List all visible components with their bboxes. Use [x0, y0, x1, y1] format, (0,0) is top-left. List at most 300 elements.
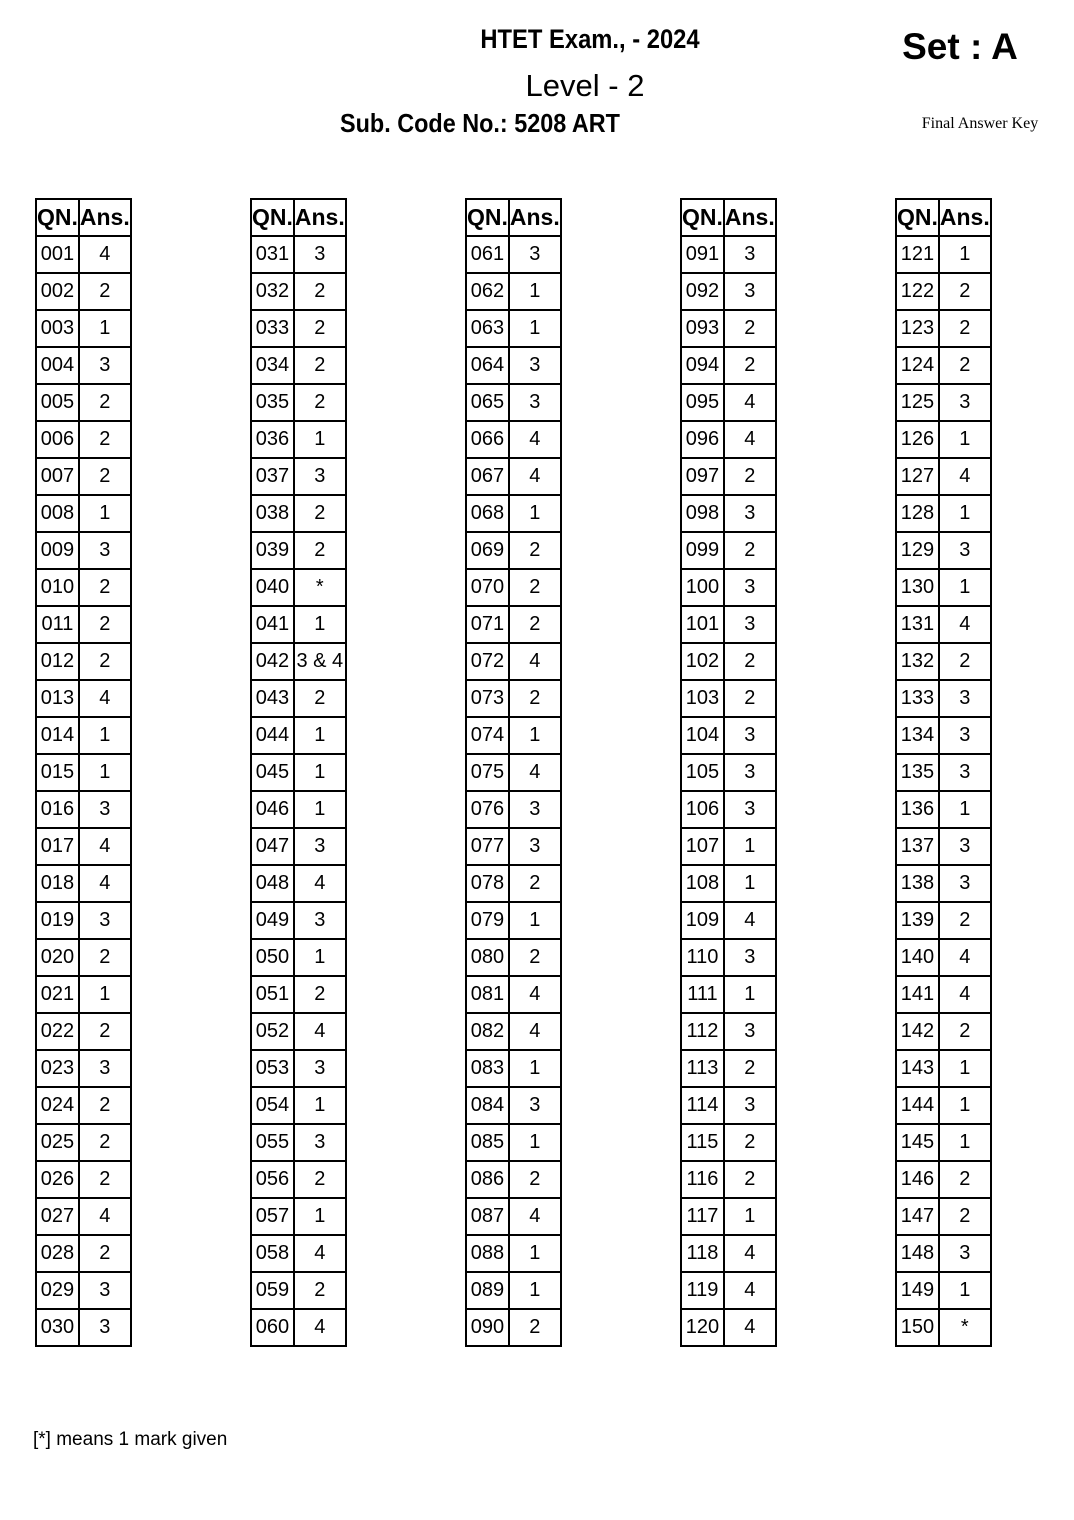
table-row: [251, 1272, 346, 1309]
question-number: 065: [466, 384, 509, 421]
question-number: 053: [251, 1050, 294, 1087]
answer-value: 4: [509, 458, 561, 495]
question-number: 045: [251, 754, 294, 791]
table-row: [896, 236, 991, 273]
answer-value: 2: [79, 1235, 131, 1272]
question-number: 124: [896, 347, 939, 384]
question-number: 039: [251, 532, 294, 569]
table-row: [681, 236, 776, 273]
answer-value: 3: [294, 1050, 346, 1087]
question-number: 081: [466, 976, 509, 1013]
question-number: 141: [896, 976, 939, 1013]
table-row: [466, 643, 561, 680]
question-number: 108: [681, 865, 724, 902]
question-number: 076: [466, 791, 509, 828]
answer-value: 1: [294, 791, 346, 828]
table-row: [36, 902, 131, 939]
answer-value: 3: [939, 754, 991, 791]
table-row: [251, 1198, 346, 1235]
answer-value: 4: [939, 606, 991, 643]
table-row: [681, 532, 776, 569]
question-number: 091: [681, 236, 724, 273]
answer-value: 2: [939, 643, 991, 680]
answer-value: 3: [294, 236, 346, 273]
answer-value: 1: [79, 976, 131, 1013]
question-number: 140: [896, 939, 939, 976]
question-number: 067: [466, 458, 509, 495]
question-number: 103: [681, 680, 724, 717]
table-row: [251, 791, 346, 828]
table-row: [896, 532, 991, 569]
table-row: [36, 606, 131, 643]
answer-value: 3: [724, 1013, 776, 1050]
table-row: [896, 569, 991, 606]
question-number: 095: [681, 384, 724, 421]
table-row: [681, 310, 776, 347]
answer-value: 2: [294, 347, 346, 384]
table-row: [466, 1161, 561, 1198]
question-number: 008: [36, 495, 79, 532]
answer-value: 3: [724, 273, 776, 310]
table-row: [681, 421, 776, 458]
table-row: [681, 791, 776, 828]
table-row: [36, 939, 131, 976]
table-row: [466, 384, 561, 421]
table-row: [251, 1087, 346, 1124]
question-number: 109: [681, 902, 724, 939]
table-row: [36, 458, 131, 495]
table-row: [36, 236, 131, 273]
table-row: [466, 1235, 561, 1272]
answer-value: 3: [509, 828, 561, 865]
question-number: 016: [36, 791, 79, 828]
question-number: 079: [466, 902, 509, 939]
question-number: 121: [896, 236, 939, 273]
table-row: [251, 495, 346, 532]
qn-header: QN.: [681, 199, 724, 236]
table-header-row: [36, 199, 131, 236]
question-number: 143: [896, 1050, 939, 1087]
table-row: [251, 1309, 346, 1346]
answer-value: 4: [939, 458, 991, 495]
answer-value: 3: [939, 865, 991, 902]
question-number: 064: [466, 347, 509, 384]
question-number: 098: [681, 495, 724, 532]
question-number: 147: [896, 1198, 939, 1235]
question-number: 007: [36, 458, 79, 495]
table-row: [251, 421, 346, 458]
question-number: 066: [466, 421, 509, 458]
answer-value: 2: [294, 384, 346, 421]
table-row: [681, 976, 776, 1013]
question-number: 041: [251, 606, 294, 643]
table-header-row: [681, 199, 776, 236]
table-row: [466, 606, 561, 643]
answer-value: 3: [79, 791, 131, 828]
answer-value: 1: [294, 717, 346, 754]
table-row: [36, 754, 131, 791]
answer-value: 2: [79, 273, 131, 310]
table-row: [896, 1272, 991, 1309]
answer-table-1: [35, 198, 132, 1347]
table-row: [896, 1198, 991, 1235]
table-row: [896, 1235, 991, 1272]
question-number: 099: [681, 532, 724, 569]
table-row: [896, 1309, 991, 1346]
table-row: [681, 939, 776, 976]
question-number: 128: [896, 495, 939, 532]
table-row: [36, 495, 131, 532]
question-number: 133: [896, 680, 939, 717]
question-number: 018: [36, 865, 79, 902]
table-row: [896, 273, 991, 310]
answer-value: 1: [294, 754, 346, 791]
question-number: 106: [681, 791, 724, 828]
ans-header: Ans.: [939, 199, 991, 236]
answer-value: 4: [509, 643, 561, 680]
question-number: 082: [466, 1013, 509, 1050]
answer-value: 1: [294, 1198, 346, 1235]
answer-value: 1: [509, 273, 561, 310]
answer-value: 1: [509, 1050, 561, 1087]
question-number: 021: [36, 976, 79, 1013]
answer-value: 2: [509, 569, 561, 606]
table-row: [36, 1272, 131, 1309]
answer-value: 2: [294, 680, 346, 717]
question-number: 125: [896, 384, 939, 421]
table-row: [681, 1235, 776, 1272]
table-row: [681, 643, 776, 680]
table-row: [36, 865, 131, 902]
question-number: 042: [251, 643, 294, 680]
table-row: [466, 754, 561, 791]
answer-value: 2: [724, 1124, 776, 1161]
question-number: 044: [251, 717, 294, 754]
level-label: Level - 2: [525, 68, 645, 103]
answer-value: 4: [294, 1309, 346, 1346]
table-row: [466, 310, 561, 347]
question-number: 146: [896, 1161, 939, 1198]
question-number: 116: [681, 1161, 724, 1198]
question-number: 003: [36, 310, 79, 347]
set-label: Set : A: [902, 26, 1018, 67]
table-row: [36, 828, 131, 865]
question-number: 055: [251, 1124, 294, 1161]
table-row: [466, 1013, 561, 1050]
question-number: 037: [251, 458, 294, 495]
question-number: 134: [896, 717, 939, 754]
question-number: 113: [681, 1050, 724, 1087]
table-row: [36, 717, 131, 754]
answer-value: 4: [939, 976, 991, 1013]
question-number: 136: [896, 791, 939, 828]
answer-value: 2: [509, 939, 561, 976]
question-number: 056: [251, 1161, 294, 1198]
table-row: [251, 939, 346, 976]
question-number: 083: [466, 1050, 509, 1087]
question-number: 033: [251, 310, 294, 347]
question-number: 090: [466, 1309, 509, 1346]
answer-value: 1: [509, 902, 561, 939]
question-number: 094: [681, 347, 724, 384]
table-row: [466, 1087, 561, 1124]
qn-header: QN.: [896, 199, 939, 236]
question-number: 036: [251, 421, 294, 458]
table-row: [681, 1124, 776, 1161]
question-number: 052: [251, 1013, 294, 1050]
question-number: 023: [36, 1050, 79, 1087]
answer-table-4: [680, 198, 777, 1347]
question-number: 071: [466, 606, 509, 643]
table-row: [251, 1235, 346, 1272]
table-row: [251, 828, 346, 865]
answer-value: 2: [509, 1161, 561, 1198]
answer-value: 3: [79, 1272, 131, 1309]
table-row: [681, 717, 776, 754]
answer-value: 3: [939, 828, 991, 865]
answer-value: 2: [79, 458, 131, 495]
table-row: [36, 532, 131, 569]
table-row: [896, 902, 991, 939]
answer-value: 1: [509, 495, 561, 532]
answer-value: 3: [724, 939, 776, 976]
answer-value: 2: [724, 310, 776, 347]
answer-value: 2: [724, 458, 776, 495]
question-number: 069: [466, 532, 509, 569]
table-row: [466, 939, 561, 976]
question-number: 096: [681, 421, 724, 458]
answer-value: 3: [294, 1124, 346, 1161]
answer-value: 2: [939, 1161, 991, 1198]
answer-value: 1: [294, 606, 346, 643]
table-row: [896, 791, 991, 828]
answer-value: 4: [509, 1198, 561, 1235]
footnote: [*] means 1 mark given: [33, 1429, 228, 1450]
answer-value: 1: [724, 828, 776, 865]
answer-value: 4: [79, 236, 131, 273]
answer-value: 2: [509, 1309, 561, 1346]
answer-value: 2: [79, 1013, 131, 1050]
table-row: [896, 384, 991, 421]
table-row: [681, 569, 776, 606]
table-row: [251, 569, 346, 606]
question-number: 050: [251, 939, 294, 976]
question-number: 142: [896, 1013, 939, 1050]
question-number: 068: [466, 495, 509, 532]
question-number: 002: [36, 273, 79, 310]
table-row: [896, 458, 991, 495]
question-number: 145: [896, 1124, 939, 1161]
answer-value: 4: [79, 680, 131, 717]
question-number: 014: [36, 717, 79, 754]
question-number: 104: [681, 717, 724, 754]
answer-value: 3: [509, 791, 561, 828]
answer-value: 3: [724, 791, 776, 828]
table-row: [896, 495, 991, 532]
table-row: [36, 791, 131, 828]
answer-value: 1: [939, 495, 991, 532]
question-number: 058: [251, 1235, 294, 1272]
answer-value: 3: [79, 1309, 131, 1346]
table-row: [251, 754, 346, 791]
question-number: 078: [466, 865, 509, 902]
answer-value: 3: [509, 1087, 561, 1124]
table-header-row: [251, 199, 346, 236]
answer-table-5: [895, 198, 992, 1347]
answer-value: 4: [509, 421, 561, 458]
question-number: 047: [251, 828, 294, 865]
question-number: 051: [251, 976, 294, 1013]
question-number: 077: [466, 828, 509, 865]
question-number: 085: [466, 1124, 509, 1161]
table-row: [681, 680, 776, 717]
table-row: [36, 273, 131, 310]
table-row: [466, 236, 561, 273]
ans-header: Ans.: [724, 199, 776, 236]
table-row: [251, 384, 346, 421]
table-row: [251, 717, 346, 754]
question-number: 057: [251, 1198, 294, 1235]
table-row: [466, 1272, 561, 1309]
answer-value: 2: [939, 902, 991, 939]
question-number: 013: [36, 680, 79, 717]
table-row: [896, 1050, 991, 1087]
table-header-row: [466, 199, 561, 236]
answer-value: 3: [939, 384, 991, 421]
answer-value: 4: [509, 976, 561, 1013]
table-row: [896, 421, 991, 458]
table-row: [251, 458, 346, 495]
answer-value: 2: [509, 680, 561, 717]
question-number: 093: [681, 310, 724, 347]
ans-header: Ans.: [509, 199, 561, 236]
table-row: [466, 717, 561, 754]
answer-value: 1: [939, 569, 991, 606]
table-row: [36, 1124, 131, 1161]
table-row: [466, 1198, 561, 1235]
question-number: 027: [36, 1198, 79, 1235]
answer-value: 2: [79, 1161, 131, 1198]
question-number: 129: [896, 532, 939, 569]
table-row: [681, 384, 776, 421]
question-number: 114: [681, 1087, 724, 1124]
answer-value: 1: [509, 1124, 561, 1161]
table-row: [251, 976, 346, 1013]
question-number: 148: [896, 1235, 939, 1272]
table-row: [681, 495, 776, 532]
answer-value: 4: [79, 865, 131, 902]
answer-value: 3: [79, 1050, 131, 1087]
table-row: [681, 1198, 776, 1235]
question-number: 144: [896, 1087, 939, 1124]
answer-value: 3: [509, 347, 561, 384]
page-title: HTET Exam., - 2024: [480, 24, 700, 54]
answer-value: 1: [79, 754, 131, 791]
answer-value: 3: [294, 458, 346, 495]
table-row: [681, 1309, 776, 1346]
table-row: [36, 1161, 131, 1198]
table-row: [251, 1161, 346, 1198]
question-number: 092: [681, 273, 724, 310]
question-number: 086: [466, 1161, 509, 1198]
question-number: 015: [36, 754, 79, 791]
subject-code: Sub. Code No.: 5208 ART: [340, 108, 620, 138]
answer-value: 4: [294, 865, 346, 902]
answer-value: 2: [724, 532, 776, 569]
question-number: 105: [681, 754, 724, 791]
table-row: [466, 865, 561, 902]
answer-value: 2: [294, 1161, 346, 1198]
question-number: 060: [251, 1309, 294, 1346]
answer-value: 3: [294, 902, 346, 939]
answer-value: 1: [939, 1050, 991, 1087]
question-number: 132: [896, 643, 939, 680]
question-number: 025: [36, 1124, 79, 1161]
answer-value: 3: [294, 828, 346, 865]
table-row: [681, 606, 776, 643]
answer-value: 1: [294, 421, 346, 458]
answer-value: 4: [79, 828, 131, 865]
answer-value: 4: [724, 1235, 776, 1272]
question-number: 102: [681, 643, 724, 680]
question-number: 020: [36, 939, 79, 976]
answer-value: 3: [939, 680, 991, 717]
answer-value: 3: [939, 717, 991, 754]
question-number: 040: [251, 569, 294, 606]
question-number: 117: [681, 1198, 724, 1235]
answer-value: 3: [509, 236, 561, 273]
table-row: [896, 347, 991, 384]
question-number: 087: [466, 1198, 509, 1235]
answer-value: 2: [294, 495, 346, 532]
answer-value: 2: [79, 421, 131, 458]
answer-value: 1: [939, 791, 991, 828]
answer-value: 2: [509, 606, 561, 643]
question-number: 101: [681, 606, 724, 643]
answer-value: 3: [939, 1235, 991, 1272]
table-row: [36, 643, 131, 680]
ans-header: Ans.: [79, 199, 131, 236]
answer-value: 3: [724, 754, 776, 791]
answer-value: 2: [939, 273, 991, 310]
answer-value: 1: [509, 717, 561, 754]
qn-header: QN.: [466, 199, 509, 236]
answer-value: 4: [724, 902, 776, 939]
answer-value: 3: [79, 347, 131, 384]
question-number: 026: [36, 1161, 79, 1198]
table-row: [251, 643, 346, 680]
question-number: 080: [466, 939, 509, 976]
table-row: [896, 717, 991, 754]
answer-value: 4: [724, 421, 776, 458]
table-row: [251, 273, 346, 310]
table-row: [681, 865, 776, 902]
answer-value: 2: [294, 1272, 346, 1309]
question-number: 005: [36, 384, 79, 421]
answer-value: 4: [724, 1272, 776, 1309]
table-row: [466, 828, 561, 865]
question-number: 038: [251, 495, 294, 532]
answer-value: 1: [79, 495, 131, 532]
answer-value: 2: [939, 1198, 991, 1235]
table-row: [896, 754, 991, 791]
table-row: [896, 680, 991, 717]
question-number: 072: [466, 643, 509, 680]
answer-value: 2: [294, 273, 346, 310]
table-row: [681, 458, 776, 495]
answer-value: 4: [724, 1309, 776, 1346]
question-number: 120: [681, 1309, 724, 1346]
